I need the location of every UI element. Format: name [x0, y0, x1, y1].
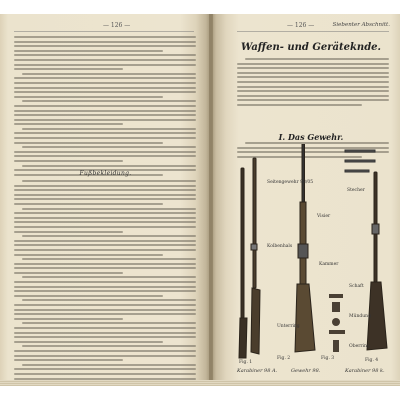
- plate-side-label-3: Oberring: [349, 344, 370, 349]
- left-page-header-rule: [14, 31, 194, 32]
- plate-side-label-1: Schaft: [349, 284, 364, 289]
- plate-label-2: Kolbenhals: [267, 244, 293, 249]
- chapter-title: Waffen- und Geräteknde.: [240, 42, 382, 53]
- plate-label-1: Seitengewehr 98/05: [267, 180, 314, 185]
- left-text-block-upper: [14, 36, 196, 178]
- page-edges: [0, 380, 400, 386]
- plate-label-5: Stecher: [347, 188, 365, 193]
- book-spread: [0, 14, 400, 386]
- left-text-block-lower: [14, 180, 196, 386]
- right-page: [211, 14, 400, 386]
- running-head: Siebenter Abschnitt.: [332, 22, 390, 28]
- rifle-parts: [329, 294, 345, 352]
- rifle-drawings: [237, 144, 392, 376]
- right-text-intro: [237, 58, 389, 109]
- figure-number-3: Fig. 3: [321, 356, 335, 361]
- caption-gewehr-98: Gewehr 98.: [291, 368, 321, 374]
- right-page-header-rule: [237, 31, 389, 32]
- rifle-illustration-plate: [237, 144, 392, 376]
- caption-karabiner-98a: Karabiner 98 A.: [237, 368, 278, 374]
- plate-side-label-4: Unterring: [277, 324, 300, 329]
- bayonet-drawings: [345, 150, 375, 172]
- left-section-heading: Fußbekleidung.: [79, 170, 132, 177]
- plate-label-4: Kammer: [319, 262, 339, 267]
- rifle-figure-2: [251, 158, 260, 354]
- figure-number-4: Fig. 4: [365, 358, 379, 363]
- figure-number-2: Fig. 2: [277, 356, 291, 361]
- left-page-number: — 126 —: [103, 22, 131, 29]
- plate-side-label-2: Mündung: [349, 314, 371, 319]
- rifle-figure-4: [367, 172, 387, 350]
- section-title-gewehr: I. Das Gewehr.: [278, 132, 344, 142]
- left-page: [0, 14, 211, 386]
- rifle-figure-3: [295, 144, 315, 352]
- plate-label-3: Visier: [317, 214, 331, 219]
- figure-number-1: Fig. 1: [239, 360, 253, 365]
- rifle-figure-1: [239, 168, 247, 358]
- right-page-number: — 126 —: [287, 22, 315, 29]
- caption-karabiner-98k: Karabiner 98 k.: [345, 368, 385, 374]
- book-gutter: [209, 14, 213, 386]
